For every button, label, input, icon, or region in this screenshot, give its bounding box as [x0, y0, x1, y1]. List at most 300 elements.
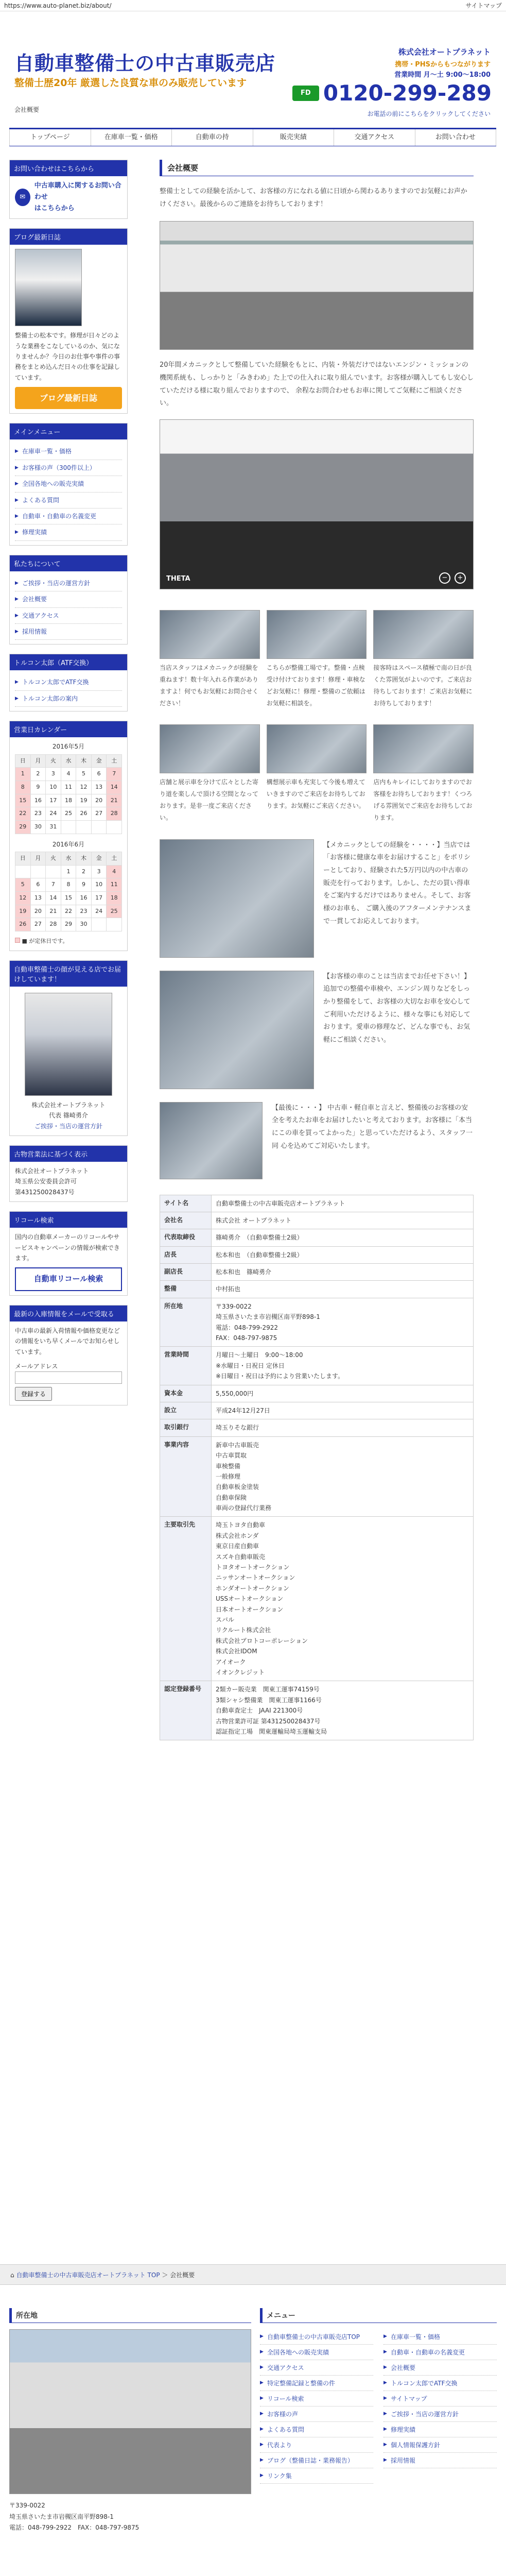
recall-button[interactable]: 自動車リコール検索	[15, 1267, 122, 1291]
calendar-day: 27	[30, 918, 46, 931]
feature-2	[160, 971, 474, 1089]
calendar-day: 18	[107, 892, 122, 905]
info-row	[160, 1264, 474, 1281]
calendar-day: 12	[76, 781, 92, 794]
info-row	[160, 1436, 474, 1517]
calendar-box	[9, 721, 128, 951]
footer-menu-item[interactable]	[383, 2360, 497, 2376]
top-bar	[0, 0, 506, 11]
feature-photo	[160, 1102, 263, 1179]
calendar-day: 11	[107, 878, 122, 892]
about-item-recruit[interactable]	[15, 624, 122, 640]
info-value: 新車中古車販売 中古車買取 車検整備 一般修理 自動車板金塗装 自動車保険 車両の登録代行業務	[212, 1436, 474, 1517]
tracon-box	[9, 654, 128, 711]
page-url: https://www.auto-planet.biz/about/	[4, 2, 112, 9]
calendar-day: 14	[107, 781, 122, 794]
garage-photo	[160, 221, 474, 350]
footer-menu-item[interactable]	[260, 2376, 373, 2391]
tracon-item-1[interactable]	[15, 674, 122, 690]
breadcrumb: 会社概要	[14, 106, 40, 113]
about-title: 私たちについて	[10, 555, 127, 571]
calendar-day: 2	[30, 768, 46, 781]
calendar-day: 6	[91, 768, 107, 781]
footer-menu-link[interactable]: 修理実績	[391, 2426, 416, 2433]
holiday-mark-icon	[15, 938, 20, 943]
calendar-day: 10	[91, 878, 107, 892]
calendar-day: 30	[30, 820, 46, 834]
footer-menu-item[interactable]	[383, 2329, 497, 2345]
photo	[267, 610, 367, 659]
site-slogan: 整備士歴20年 厳選した良質な車のみ販売しています	[14, 77, 247, 89]
calendar-day: 10	[46, 781, 61, 794]
info-row	[160, 1385, 474, 1402]
calendar-day	[46, 865, 61, 878]
nav-item-sales[interactable]: 販売実績	[253, 129, 335, 146]
recall-title: リコール検索	[10, 1212, 127, 1228]
footer-menu-item[interactable]	[383, 2453, 497, 2468]
info-value: 自動車整備士の中古車販売店オートプラネット	[212, 1195, 474, 1212]
info-value: 松本和也 篠崎勇介	[212, 1264, 474, 1281]
tracon-item-2-label[interactable]: トルコン太郎の案内	[22, 694, 78, 702]
company-info-table	[160, 1195, 474, 1741]
calendar-week	[15, 781, 122, 794]
calendar-day: 3	[46, 768, 61, 781]
calendar-day: 22	[15, 807, 31, 821]
footer-menu-link[interactable]: 自動車整備士の中古車販売店TOP	[267, 2333, 360, 2341]
main-menu-box	[9, 423, 128, 545]
calendar-day: 25	[107, 905, 122, 918]
calendar-day: 29	[15, 820, 31, 834]
blog-box-title: ブログ最新日誌	[10, 229, 127, 245]
footer-menu-link[interactable]: 特定整備記録と整備の件	[267, 2380, 336, 2387]
freedial-icon: FD	[292, 86, 319, 101]
photo	[160, 724, 260, 773]
calendar-day: 4	[107, 865, 122, 878]
inquiry-link-2[interactable]: はこちらから	[34, 205, 75, 213]
calendar-day: 16	[76, 892, 92, 905]
photo-caption: こちらが整備工場です。整備・点検受け付けております！修理・車検などお気軽に！修理・整備のご依頼はお気軽に相談を。	[266, 664, 365, 707]
calendar-day: 9	[30, 781, 46, 794]
paragraph-1: 20年間メカニックとして整備していた経験をもとに、内装・外装だけではないエンジン・ミッションの機関系統も、しっかりと「みきわめ」た上での仕入れに取り組んでいます。お客様が購入してもし安心していただける様に取り組んでおりますので、 余程なお問合わせもお車に関してご気軽にご相談ください。	[160, 361, 474, 408]
photo-caption: 店舗と展示車を分けて広々とした寄り道を楽しんで頂ける空間となっております。是非一度ご来店ください。	[160, 778, 259, 821]
mail-icon: ✉	[15, 189, 30, 206]
footer-menu-list	[260, 2329, 497, 2484]
nav-item-cars[interactable]: 自動車の持	[172, 129, 253, 146]
nav-item-access[interactable]: 交通アクセス	[334, 129, 415, 146]
calendar-day: 17	[46, 794, 61, 807]
recall-box	[9, 1211, 128, 1296]
calendar-day: 5	[15, 878, 31, 892]
mail-box	[9, 1305, 128, 1406]
info-row	[160, 1195, 474, 1212]
calendar-day: 15	[15, 794, 31, 807]
info-value: 中村拓也	[212, 1281, 474, 1298]
footer-menu-item[interactable]	[383, 2406, 497, 2422]
calendar-day: 19	[76, 794, 92, 807]
tracon-item-2[interactable]	[15, 691, 122, 707]
staff-photo	[15, 249, 82, 326]
mail-label: メールアドレス	[15, 1363, 58, 1370]
calendar-day: 16	[30, 794, 46, 807]
info-key: 設立	[160, 1402, 212, 1419]
weekday-header: 火	[46, 852, 61, 866]
weekday-header: 火	[46, 754, 61, 768]
calendar-day	[107, 820, 122, 834]
nav-item-contact[interactable]: お問い合わせ	[415, 129, 497, 146]
page-title: 会社概要	[160, 160, 474, 176]
photo-row-1	[160, 610, 474, 709]
photo-caption: 店内もキレイにしておりますのでお客様をお待ちしております！くつろげる雰囲気でご来店をお待ちしております。	[373, 778, 473, 821]
blog-button[interactable]: ブログ最新日誌	[15, 387, 122, 409]
calendar-day: 9	[76, 878, 92, 892]
weekday-header: 木	[76, 852, 92, 866]
calendar-day: 25	[61, 807, 76, 821]
calendar-day: 4	[61, 768, 76, 781]
footer-menu-item[interactable]	[260, 2453, 373, 2468]
footer-menu-item[interactable]	[260, 2437, 373, 2453]
footer-menu-item[interactable]	[383, 2422, 497, 2437]
weekday-header: 月	[30, 852, 46, 866]
calendar-june-caption: 2016年6月	[52, 840, 85, 848]
global-nav	[9, 128, 496, 146]
info-row	[160, 1281, 474, 1298]
photo	[267, 724, 367, 773]
calendar-day: 13	[91, 781, 107, 794]
footer-menu-link[interactable]: 会社概要	[391, 2364, 416, 2371]
calendar-day: 7	[46, 878, 61, 892]
calendar-day: 2	[76, 865, 92, 878]
footer-store	[9, 2308, 251, 2534]
footer-menu	[260, 2308, 497, 2484]
footer-menu-link[interactable]: 交通アクセス	[267, 2364, 304, 2371]
footer-menu-item[interactable]	[260, 2422, 373, 2437]
menu-item-faq-label[interactable]: よくある質問	[22, 496, 60, 504]
calendar-day	[107, 918, 122, 931]
photo-card	[267, 724, 367, 823]
mail-text: 中古車の最新入荷情報や価格変更などの情報をいち早くメールでお知らせしています。	[15, 1327, 120, 1355]
calendar-day: 1	[15, 768, 31, 781]
mail-submit-button[interactable]: 登録する	[15, 1387, 52, 1401]
photo-card	[160, 724, 260, 823]
photo-card	[267, 610, 367, 709]
info-value: 埼玉トヨタ自動車 株式会社ホンダ 東京日産自動車 スズキ自動車販売 トヨタオートオークション ニッサンオートオークション ホンダオートオークション USSオートオークション 日本オートオークション スバル リクルート株式会社 株式会社プロトコーポレーション 株式会社IDOM アイオーク イオンクレジット	[212, 1517, 474, 1681]
info-key: 店長	[160, 1246, 212, 1263]
footer-menu-item[interactable]	[260, 2329, 373, 2345]
feature-text: 【お客様の車のことは当店までお任せ下さい！】 追加での整備や車検や、エンジン周りなどをしっかり整備をして、お客様の大切なお車を安心してご利用いただけるように、様々な事にも対応しております。愛車の修理など、どんな事でも、お気軽にご相談ください。	[323, 972, 471, 1044]
footer-menu-item[interactable]	[260, 2345, 373, 2360]
feature-text: 【メカニックとしての経験を・・・・】当店では「お客様に健康な車をお届けすること」をポリシーとしており、経験された5万円以内の中古車の販売を行っております。しかし、ただの買い得車をご案内するだけではありません。そして、お客様のお車も、 ご購入後のアフターメンテナンスまで一貫してお応えしております。	[323, 841, 472, 925]
calendar-day	[76, 820, 92, 834]
menu-item-voice[interactable]	[15, 460, 122, 476]
about-item-recruit-label[interactable]: 採用情報	[22, 628, 47, 635]
footer-menu-link[interactable]: ご挨拶・当店の運営方針	[391, 2411, 459, 2418]
calendar-day: 5	[76, 768, 92, 781]
staff-link[interactable]: ご挨拶・当店の運営方針	[34, 1122, 102, 1130]
intro-text: 整備士としての経験を活かして、お客様の方になれる値に日頃から関わるありますのでお気軽にお声かけください。最後からのご連絡をお待ちしております！	[160, 188, 467, 208]
inquiry-link-1[interactable]: 中古車購入に関するお問い合わせ	[34, 182, 121, 201]
feature-3	[160, 1102, 474, 1179]
info-value: 篠崎勇介 （自動車整備士2級）	[212, 1229, 474, 1246]
calendar-day: 3	[91, 865, 107, 878]
calendar-day: 11	[61, 781, 76, 794]
footer-menu-item[interactable]	[383, 2437, 497, 2453]
info-row	[160, 1681, 474, 1740]
photo-caption: 構想展示車も充実して今後も増えていきますのでご来店をお待ちしております。お気軽にご来店ください。	[266, 778, 365, 809]
feature-text: 【最後に・・・】 中古車・軽自車と言えど、整備後のお客様の安全を考えたお車をお届けしたいと考えております。お客様に「本当にこの車を買ってよかった」と思っていただけるよう、スタッフ一同 心を込めてご対応いたします。	[272, 1104, 473, 1150]
weekday-header: 水	[61, 754, 76, 768]
weekday-header: 日	[15, 754, 31, 768]
calendar-day: 24	[91, 905, 107, 918]
menu-item-sales[interactable]	[15, 476, 122, 492]
phone-digits: 0120-299-289	[323, 80, 492, 106]
footer-menu-link[interactable]: 自動車・自動車の名義変更	[391, 2349, 465, 2356]
calendar-day	[91, 820, 107, 834]
info-key: 資本金	[160, 1385, 212, 1402]
calendar-week	[15, 892, 122, 905]
business-hours: 営業時間 月～土 9:00～18:00	[394, 71, 491, 79]
calendar-day: 27	[91, 807, 107, 821]
breadcrumb-home-link[interactable]: 自動車整備士の中古車販売店オートプラネット TOP	[16, 2272, 160, 2279]
calendar-day: 30	[76, 918, 92, 931]
permit-title: 古物営業法に基づく表示	[10, 1146, 127, 1162]
calendar-day: 8	[61, 878, 76, 892]
calendar-note-text: ■ が定休日です。	[22, 938, 68, 945]
info-key: 主要取引先	[160, 1517, 212, 1681]
calendar-day	[30, 865, 46, 878]
footer-menu-link[interactable]: ブログ（整備日誌・業務報告）	[267, 2457, 354, 2464]
calendar-day: 13	[30, 892, 46, 905]
info-key: 所在地	[160, 1298, 212, 1347]
info-row	[160, 1246, 474, 1263]
menu-item-repair[interactable]	[15, 524, 122, 540]
calendar-day: 28	[46, 918, 61, 931]
info-key: 会社名	[160, 1212, 212, 1229]
feature-photo	[160, 839, 314, 958]
calendar-day	[91, 918, 107, 931]
about-item-company[interactable]	[15, 591, 122, 607]
permit-box	[9, 1145, 128, 1202]
weekday-header: 月	[30, 754, 46, 768]
menu-item-transfer-label[interactable]: 自動車・自動車の名義変更	[22, 512, 97, 520]
weekday-header: 土	[107, 852, 122, 866]
calendar-day: 23	[30, 807, 46, 821]
footer-menu-link[interactable]: サイトマップ	[391, 2395, 427, 2402]
mail-title: 最新の入庫情報をメールで受取る	[10, 1306, 127, 1321]
permit-text: 株式会社オートプラネット 埼玉県公安委員会許可 第431250028437号	[15, 1167, 89, 1196]
photo	[160, 610, 260, 659]
footer-menu-title: メニュー	[260, 2308, 497, 2323]
info-key: 取引銀行	[160, 1419, 212, 1436]
nav-item-top[interactable]: トップページ	[9, 129, 91, 146]
menu-item-stock[interactable]	[15, 444, 122, 460]
info-value: 株式会社 オートプラネット	[212, 1212, 474, 1229]
footer-menu-link[interactable]: リコール検索	[267, 2395, 304, 2402]
calendar-day: 15	[61, 892, 76, 905]
about-item-company-label[interactable]: 会社概要	[22, 596, 47, 603]
calendar-day: 24	[46, 807, 61, 821]
home-icon: ⌂	[10, 2272, 14, 2279]
footer-menu-link[interactable]: 在庫車一覧・価格	[391, 2333, 441, 2341]
main-content	[160, 160, 474, 1740]
menu-item-voice-label[interactable]: お客様の声（300件以上）	[22, 464, 96, 471]
mail-input[interactable]	[15, 1371, 122, 1384]
about-item-access-label[interactable]: 交通アクセス	[22, 612, 59, 619]
photo-row-2	[160, 724, 474, 823]
about-item-greeting-label[interactable]: ご挨拶・当店の運営方針	[22, 579, 91, 587]
calendar-day: 8	[15, 781, 31, 794]
info-row	[160, 1419, 474, 1436]
footer-menu-link[interactable]: 個人情報保護方針	[391, 2442, 441, 2449]
info-key: 代表取締役	[160, 1229, 212, 1246]
footer-menu-link[interactable]: トルコン太郎でATF交換	[391, 2380, 458, 2387]
info-row	[160, 1212, 474, 1229]
calendar-week	[15, 820, 122, 834]
info-key: 認定登録番号	[160, 1681, 212, 1740]
menu-item-sales-label[interactable]: 全国各地への販売実績	[22, 480, 84, 488]
calendar-day: 20	[91, 794, 107, 807]
about-box	[9, 555, 128, 645]
calendar-day: 19	[15, 905, 31, 918]
company-name: 株式会社オートプラネット	[398, 47, 491, 57]
calendar-day: 26	[15, 918, 31, 931]
footer-menu-link[interactable]: 採用情報	[391, 2457, 416, 2464]
calendar-day	[15, 865, 31, 878]
store-address: 〒339-0022 埼玉県さいたま市岩槻区南平野898-1 電話：048-799-2922 FAX：048-797-9875	[9, 2502, 139, 2532]
weekday-header: 水	[61, 852, 76, 866]
sitemap-link[interactable]: サイトマップ	[465, 2, 502, 9]
feature-photo	[160, 971, 314, 1089]
theta-label: THETA	[166, 575, 190, 583]
phone-note: 携帯・PHSからもつながります	[395, 61, 491, 69]
info-value: 〒339-0022 埼玉県さいたま市岩槻区南平野898-1 電話：048-799-2922 FAX：048-797-9875	[212, 1298, 474, 1347]
calendar-week	[15, 807, 122, 821]
footer-menu-link[interactable]: よくある質問	[267, 2426, 305, 2433]
footer-menu-item[interactable]	[383, 2345, 497, 2360]
info-row	[160, 1402, 474, 1419]
weekday-header: 木	[76, 754, 92, 768]
footer-menu-item[interactable]	[260, 2468, 373, 2484]
info-key: サイト名	[160, 1195, 212, 1212]
footer-menu-link[interactable]: 代表より	[267, 2442, 292, 2449]
footer-menu-link[interactable]: お客様の声	[267, 2411, 299, 2418]
blog-text: 整備士の松本です。修理が日々どのような業務をこなしているのか、気になりませんか？今日のお仕事や事件の事務をまとめ込んだ日々の仕事を記録しています。	[15, 332, 120, 381]
staff-title: 自動車整備士の顔が見える店でお届けしています！	[10, 961, 127, 987]
staff-text: 株式会社オートプラネット 代表 篠崎勇介	[31, 1101, 106, 1120]
inquiry-link[interactable]: お電話の前にこちらをクリックしてください	[367, 110, 491, 117]
info-value: 平成24年12月27日	[212, 1402, 474, 1419]
blog-box	[9, 228, 128, 414]
weekday-header: 金	[91, 852, 107, 866]
info-value: 5,550,000円	[212, 1385, 474, 1402]
footer-menu-item[interactable]	[260, 2406, 373, 2422]
info-key: 営業時間	[160, 1347, 212, 1385]
calendar-day: 31	[46, 820, 61, 834]
feature-1	[160, 839, 474, 958]
calendar-day	[61, 820, 76, 834]
photo-card	[373, 724, 474, 823]
info-row	[160, 1517, 474, 1681]
phone-number[interactable]	[292, 80, 492, 106]
calendar-day: 21	[46, 905, 61, 918]
footer-menu-item[interactable]	[260, 2391, 373, 2406]
footer-breadcrumb	[0, 2264, 506, 2285]
calendar-week	[15, 865, 122, 878]
info-row	[160, 1298, 474, 1347]
about-item-access[interactable]	[15, 608, 122, 624]
weekday-header: 土	[107, 754, 122, 768]
calendar-day: 14	[46, 892, 61, 905]
photo-caption: 当店スタッフはメカニックが経験を重ねます！数十年入れる作業がありますよ！何でもお気軽にお問合せください！	[160, 664, 259, 707]
footer-menu-link[interactable]: 全国各地への販売実績	[267, 2349, 329, 2356]
photo-caption: 接客時はスペース積極で南の日が良くた雰囲気がよいのです。ご来店お待ちしております！ご来店お気軽にお待ちしております！	[373, 664, 473, 707]
photo	[373, 724, 474, 773]
calendar-day: 21	[107, 794, 122, 807]
info-key: 事業内容	[160, 1436, 212, 1517]
photo-card	[373, 610, 474, 709]
sidebar	[9, 160, 128, 1415]
calendar-day: 17	[91, 892, 107, 905]
footer-menu-item[interactable]	[383, 2391, 497, 2406]
panorama-viewer[interactable]	[160, 419, 474, 589]
info-value: 松本和也 （自動車整備士2級）	[212, 1246, 474, 1263]
calendar-may	[15, 754, 122, 834]
menu-item-repair-label[interactable]: 修理実績	[22, 529, 47, 536]
calendar-day: 12	[15, 892, 31, 905]
calendar-day: 7	[107, 768, 122, 781]
about-item-greeting[interactable]	[15, 575, 122, 591]
weekday-header: 日	[15, 852, 31, 866]
footer-menu-item[interactable]	[383, 2376, 497, 2391]
site-logo[interactable]: 自動車整備士の中古車販売店	[14, 52, 276, 75]
info-key: 整備	[160, 1281, 212, 1298]
calendar-day: 29	[61, 918, 76, 931]
menu-item-transfer[interactable]	[15, 509, 122, 524]
menu-item-stock-label[interactable]: 在庫車一覧・価格	[22, 448, 72, 455]
breadcrumb-separator: ＞	[162, 2272, 168, 2279]
info-row	[160, 1229, 474, 1246]
footer-menu-link[interactable]: リンク集	[267, 2472, 292, 2480]
nav-item-stock[interactable]: 在庫車一覧・価格	[91, 129, 172, 146]
photo	[373, 610, 474, 659]
calendar-may-caption: 2016年5月	[52, 743, 85, 751]
store-photo	[9, 2329, 251, 2494]
calendar-day: 26	[76, 807, 92, 821]
tracon-item-1-label[interactable]: トルコン太郎でATF交換	[22, 679, 89, 686]
zoom-in-icon[interactable]: +	[455, 572, 466, 584]
main-menu-title: メインメニュー	[10, 423, 127, 439]
tracon-title: トルコン太郎（ATF交換）	[10, 654, 127, 670]
menu-item-faq[interactable]	[15, 493, 122, 509]
weekday-header: 金	[91, 754, 107, 768]
info-value: 月曜日～土曜日 9:00～18:00 ※水曜日・日祝日 定休日 ※日曜日・祝日は予約により営業いたします。	[212, 1347, 474, 1385]
calendar-title: 営業日カレンダー	[10, 721, 127, 737]
calendar-june	[15, 852, 122, 931]
calendar-day: 28	[107, 807, 122, 821]
calendar-day: 1	[61, 865, 76, 878]
footer-menu-item[interactable]	[260, 2360, 373, 2376]
ceo-photo	[25, 993, 112, 1096]
calendar-day: 20	[30, 905, 46, 918]
calendar-week	[15, 905, 122, 918]
calendar-week	[15, 768, 122, 781]
calendar-day: 18	[61, 794, 76, 807]
calendar-day: 23	[76, 905, 92, 918]
info-value: 2類カー販売業 関東工運事74159号 3類シャシ整備業 関東工運事1166号 自動車査定士 JAAI 221300号 古物営業許可証 第431250028437号 認証指定工場 関東運輸局埼玉運輸支局	[212, 1681, 474, 1740]
calendar-week	[15, 878, 122, 892]
calendar-week	[15, 918, 122, 931]
calendar-week	[15, 794, 122, 807]
zoom-out-icon[interactable]: −	[439, 572, 450, 584]
